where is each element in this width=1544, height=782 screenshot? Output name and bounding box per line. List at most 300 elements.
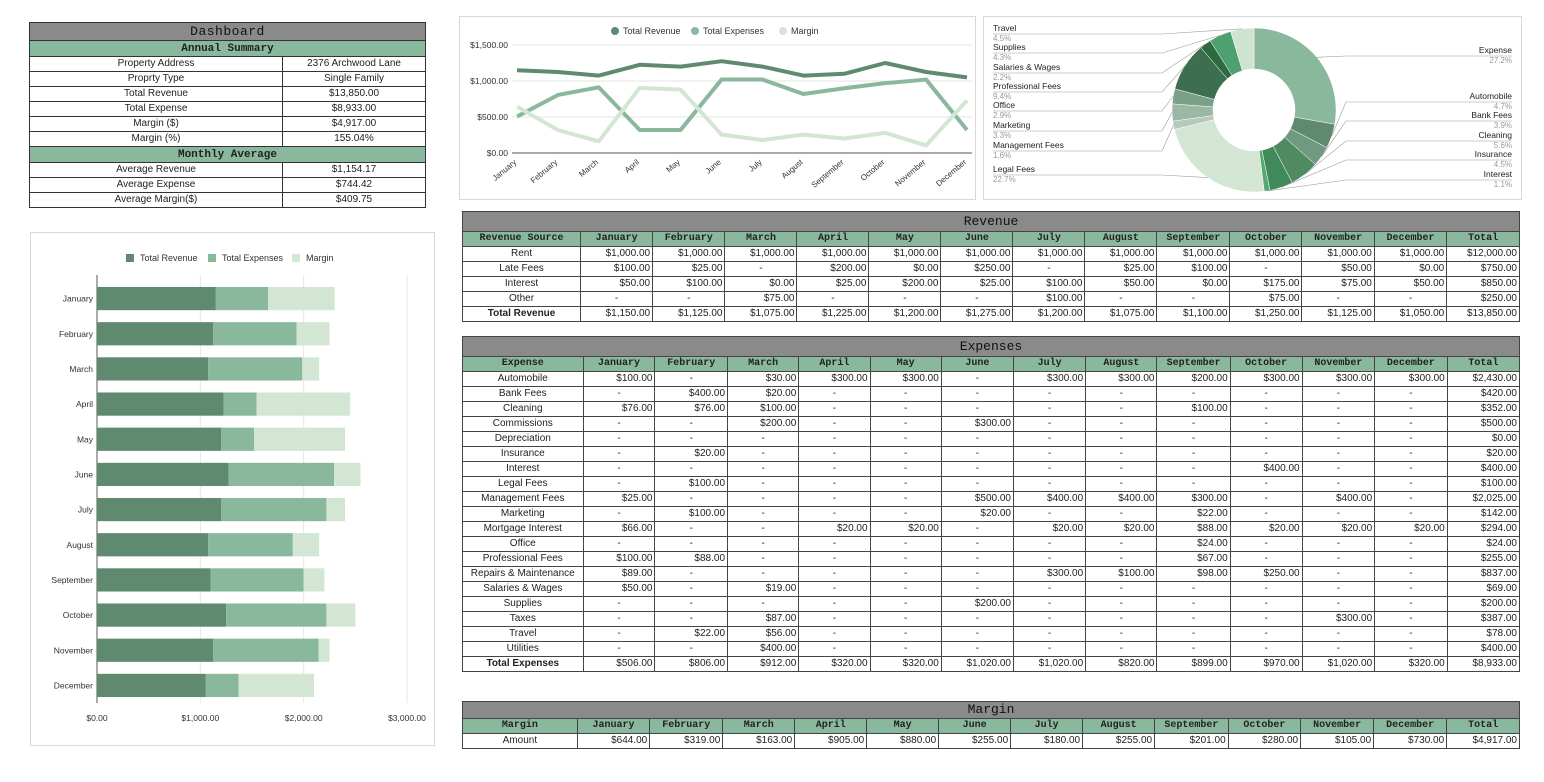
table-cell: - [1302,432,1375,447]
table-cell: - [1014,597,1086,612]
column-header: August [1086,357,1157,372]
table-cell: - [1375,507,1448,522]
table-cell: - [1013,262,1085,277]
bar-segment [297,322,330,345]
bar-segment [97,357,208,380]
summary-label: Average Expense [30,178,283,193]
total-cell: $506.00 [583,657,655,672]
bar-segment [257,392,351,415]
row-label: Bank Fees [463,387,584,402]
table-cell: - [1375,462,1448,477]
table-cell: - [1230,492,1302,507]
table-cell: - [1230,262,1302,277]
bar-segment [326,498,345,521]
table-cell: $280.00 [1228,734,1300,749]
total-cell: $1,250.00 [1230,307,1302,322]
table-cell: $400.00 [1086,492,1157,507]
table-cell: $75.00 [725,292,797,307]
table-row [463,597,1520,612]
column-header: July [1013,232,1085,247]
column-header: January [577,719,649,734]
line-chart-panel [459,16,976,200]
table-cell: - [655,492,728,507]
table-cell: - [1375,552,1448,567]
table-cell: - [941,477,1013,492]
slice-label: Professional Fees [993,81,1062,91]
table-cell: - [655,612,728,627]
row-label: Late Fees [463,262,581,277]
y-tick-label: July [77,504,93,515]
table-cell: - [870,447,941,462]
table-cell: - [941,447,1013,462]
table-cell: - [799,597,870,612]
table-cell: - [870,477,941,492]
table-cell: - [870,552,941,567]
revenue-table-title: Revenue [463,212,1520,232]
table-row [463,247,1520,262]
table-cell: $0.00 [725,277,797,292]
y-tick-label: June [74,469,93,480]
table-cell: - [728,537,799,552]
bar-segment [97,428,221,451]
summary-value: $744.42 [283,178,426,193]
y-tick-label: November [53,645,93,656]
bar-segment [334,463,360,486]
table-cell: - [1375,417,1448,432]
table-cell: - [655,582,728,597]
summary-row [30,178,426,193]
table-cell: $20.00 [1302,522,1375,537]
table-cell: - [583,642,655,657]
bar-segment [97,463,229,486]
table-cell: $75.00 [1230,292,1302,307]
bar-segment [97,568,211,591]
table-cell: - [583,612,655,627]
row-label: Professional Fees [463,552,584,567]
table-cell: $100.00 [583,372,655,387]
table-cell: $300.00 [1014,567,1086,582]
table-cell: $50.00 [581,277,653,292]
table-cell: $163.00 [723,734,795,749]
table-cell: - [1375,582,1448,597]
bar-segment [221,428,254,451]
table-cell: $880.00 [867,734,939,749]
table-cell: - [799,447,870,462]
table-cell: $300.00 [870,372,941,387]
table-cell: $100.00 [655,477,728,492]
table-cell: $850.00 [1447,277,1520,292]
x-tick-label: April [622,157,642,175]
slice-percent: 2.2% [993,73,1012,82]
table-cell: - [799,552,870,567]
row-label: Automobile [463,372,584,387]
column-header: December [1375,357,1448,372]
column-header: September [1157,232,1230,247]
total-row [463,657,1520,672]
table-cell: - [1086,417,1157,432]
table-cell: $400.00 [728,642,799,657]
table-cell: $905.00 [795,734,867,749]
summary-label: Total Expense [30,102,283,117]
slice-percent: 4.5% [1493,160,1512,169]
table-cell: - [655,567,728,582]
x-tick-label: $1,000.00 [181,713,220,723]
column-header: September [1157,357,1230,372]
summary-label: Average Margin($) [30,193,283,208]
table-cell: $20.00 [941,507,1013,522]
table-cell: $387.00 [1447,612,1519,627]
table-cell: - [1014,402,1086,417]
table-cell: $20.00 [799,522,870,537]
table-cell: - [1014,642,1086,657]
table-cell: - [1157,447,1230,462]
total-cell: $1,020.00 [941,657,1013,672]
summary-row [30,102,426,117]
column-header: January [581,232,653,247]
table-cell: - [870,612,941,627]
table-cell: $201.00 [1155,734,1229,749]
table-cell: - [1086,552,1157,567]
table-cell: - [1230,627,1302,642]
y-tick-label: $1,000.00 [470,76,508,86]
table-cell: - [1086,507,1157,522]
bar-chart-panel [30,232,435,746]
table-cell: - [583,462,655,477]
table-cell: - [941,402,1013,417]
total-cell: $970.00 [1230,657,1302,672]
summary-row [30,193,426,208]
bar-segment [304,568,325,591]
table-cell: - [1302,462,1375,477]
bar-segment [208,357,302,380]
table-cell: - [1230,507,1302,522]
slice-percent: 4.7% [1493,102,1512,111]
column-header: November [1302,232,1374,247]
x-tick-label: November [893,157,928,189]
table-cell: $250.00 [1230,567,1302,582]
table-cell: - [1302,582,1375,597]
slice-percent: 4.3% [993,53,1012,62]
table-cell: - [728,522,799,537]
total-cell: $1,150.00 [581,307,653,322]
total-cell: $13,850.00 [1447,307,1520,322]
slice-percent: 9.4% [993,92,1012,101]
row-label: Amount [463,734,578,749]
table-cell: - [1014,537,1086,552]
table-cell: $0.00 [1157,277,1230,292]
table-cell: $87.00 [728,612,799,627]
table-cell: - [941,522,1013,537]
table-cell: - [1230,612,1302,627]
table-row [463,432,1520,447]
legend-label: Margin [791,26,819,36]
table-cell: $1,000.00 [725,247,797,262]
column-header: February [650,719,723,734]
y-tick-label: September [51,574,93,585]
table-cell: - [941,462,1013,477]
table-cell: - [1086,432,1157,447]
stacked-bar-chart [31,233,434,745]
table-cell: - [799,627,870,642]
slice-percent: 1.1% [1493,180,1512,189]
table-cell: - [870,582,941,597]
column-header: December [1374,719,1447,734]
bar-segment [97,674,206,697]
table-cell: $500.00 [1447,417,1519,432]
table-cell: $25.00 [583,492,655,507]
row-label: Marketing [463,507,584,522]
row-label: Travel [463,627,584,642]
total-cell: $1,200.00 [869,307,941,322]
table-cell: - [1014,462,1086,477]
table-cell: - [1014,612,1086,627]
legend-label: Total Revenue [140,253,198,263]
table-row [463,642,1520,657]
table-cell: $100.00 [1013,277,1085,292]
summary-row [30,117,426,132]
total-cell: $1,275.00 [941,307,1013,322]
table-cell: - [941,642,1013,657]
line-chart [460,17,975,199]
column-header: March [728,357,799,372]
x-tick-label: March [577,157,601,179]
table-cell: - [941,612,1013,627]
slice-label: Management Fees [993,140,1064,150]
y-tick-label: May [76,434,93,445]
table-cell: $89.00 [583,567,655,582]
slice-label: Cleaning [1478,130,1512,140]
slice-label: Bank Fees [1471,110,1512,120]
table-cell: - [655,537,728,552]
table-cell: $750.00 [1447,262,1520,277]
table-row [463,627,1520,642]
table-cell: - [870,642,941,657]
column-header: November [1302,357,1375,372]
bar-segment [97,392,224,415]
table-cell: - [1014,387,1086,402]
table-cell: $2,430.00 [1447,372,1519,387]
legend-swatch [208,254,216,262]
table-cell: - [1014,627,1086,642]
table-cell: $56.00 [728,627,799,642]
row-label: Taxes [463,612,584,627]
table-cell: - [870,492,941,507]
table-cell: - [799,612,870,627]
column-header: May [867,719,939,734]
summary-row [30,57,426,72]
table-cell: - [1230,582,1302,597]
table-cell: $67.00 [1157,552,1230,567]
table-cell: - [1302,552,1375,567]
expense-table [462,336,1520,672]
slice-label: Automobile [1469,91,1512,101]
slice-percent: 2.9% [993,111,1012,120]
table-cell: $300.00 [1302,372,1375,387]
table-cell: $200.00 [728,417,799,432]
table-cell: $0.00 [1374,262,1446,277]
table-cell: - [1230,642,1302,657]
table-cell: $400.00 [1014,492,1086,507]
bar-segment [97,322,213,345]
total-cell: $820.00 [1086,657,1157,672]
table-cell: - [1375,597,1448,612]
table-cell: - [1157,627,1230,642]
legend-label: Total Expenses [222,253,284,263]
row-label: Utilities [463,642,584,657]
table-row [463,462,1520,477]
column-header: March [725,232,797,247]
summary-value: $8,933.00 [283,102,426,117]
table-cell: $1,000.00 [1085,247,1157,262]
revenue-table [462,211,1520,322]
table-cell: $1,000.00 [653,247,725,262]
x-tick-label: $3,000.00 [388,713,426,723]
table-cell: $1,000.00 [941,247,1013,262]
row-label: Depreciation [463,432,584,447]
slice-percent: 22.7% [993,175,1016,184]
table-cell: - [1086,597,1157,612]
summary-value: $13,850.00 [283,87,426,102]
table-cell: $50.00 [583,582,655,597]
y-tick-label: $500.00 [477,112,508,122]
table-cell: $50.00 [1302,262,1374,277]
column-header: April [797,232,869,247]
table-cell: - [583,387,655,402]
table-cell: $300.00 [1302,612,1375,627]
bar-segment [208,533,293,556]
slice-percent: 4.5% [993,34,1012,43]
table-cell: $78.00 [1447,627,1519,642]
table-cell: - [1085,292,1157,307]
table-cell: - [1375,642,1448,657]
table-cell: $20.00 [1230,522,1302,537]
table-row [463,537,1520,552]
table-cell: $730.00 [1374,734,1447,749]
column-header: Margin [463,719,578,734]
table-cell: - [1157,642,1230,657]
summary-value: $4,917.00 [283,117,426,132]
table-cell: $400.00 [1302,492,1375,507]
total-cell: $1,050.00 [1374,307,1446,322]
column-header: April [799,357,870,372]
table-cell: $0.00 [869,262,941,277]
table-cell: $75.00 [1302,277,1374,292]
table-cell: $22.00 [1157,507,1230,522]
bar-segment [97,498,221,521]
table-cell: - [1302,567,1375,582]
table-cell: - [941,537,1013,552]
column-header: October [1230,232,1302,247]
table-cell: $25.00 [941,277,1013,292]
leader-line [993,29,1242,34]
summary-label: Margin (%) [30,132,283,147]
x-tick-label: January [490,157,519,183]
column-header: Total [1447,357,1519,372]
table-cell: $100.00 [728,402,799,417]
column-header: Total [1447,232,1520,247]
table-cell: $352.00 [1447,402,1519,417]
table-cell: - [728,597,799,612]
table-cell: $250.00 [1447,292,1520,307]
table-cell: $88.00 [1157,522,1230,537]
table-cell: - [1086,537,1157,552]
total-cell: $1,125.00 [653,307,725,322]
table-cell: - [728,462,799,477]
slice-label: Insurance [1474,149,1512,159]
legend-label: Total Expenses [703,26,765,36]
annual-summary-heading: Annual Summary [30,41,426,57]
table-cell: $200.00 [1447,597,1519,612]
column-header: October [1230,357,1302,372]
x-tick-label: $2,000.00 [284,713,323,723]
table-cell: - [799,507,870,522]
bar-segment [239,674,314,697]
legend-label: Margin [306,253,334,263]
table-cell: $300.00 [1157,492,1230,507]
table-cell: - [1014,432,1086,447]
summary-row [30,72,426,87]
table-cell: - [799,477,870,492]
table-cell: - [799,462,870,477]
table-row [463,372,1520,387]
table-cell: - [1014,447,1086,462]
table-cell: $1,000.00 [1302,247,1374,262]
row-label: Repairs & Maintenance [463,567,584,582]
table-row [463,417,1520,432]
table-cell: $0.00 [1447,432,1519,447]
column-header: Total [1447,719,1520,734]
table-cell: $837.00 [1447,567,1519,582]
table-cell: - [870,462,941,477]
row-label: Interest [463,462,584,477]
table-cell: - [1302,402,1375,417]
summary-label: Average Revenue [30,163,283,178]
table-cell: - [1014,507,1086,522]
table-cell: $1,000.00 [1157,247,1230,262]
table-cell: - [870,507,941,522]
column-header: February [655,357,728,372]
slice-percent: 27.2% [1489,56,1512,65]
table-cell: - [1086,627,1157,642]
table-cell: $300.00 [1230,372,1302,387]
table-cell: - [653,292,725,307]
row-label: Salaries & Wages [463,582,584,597]
table-cell: $25.00 [1085,262,1157,277]
bar-segment [293,533,319,556]
slice-percent: 1.6% [993,151,1012,160]
table-cell: - [583,477,655,492]
table-cell: $400.00 [1447,462,1519,477]
total-cell: $320.00 [870,657,941,672]
pie-slice [1254,28,1336,124]
table-cell: - [1014,582,1086,597]
total-cell: $1,125.00 [1302,307,1374,322]
legend-swatch [292,254,300,262]
table-cell: - [799,492,870,507]
slice-percent: 3.9% [1493,121,1512,130]
table-cell: $20.00 [655,447,728,462]
table-cell: - [728,552,799,567]
slice-label: Supplies [993,42,1026,52]
bar-segment [97,533,208,556]
slice-label: Interest [1483,169,1512,179]
table-cell: $19.00 [728,582,799,597]
table-header-row [463,719,1520,734]
monthly-average-rows [30,163,426,208]
summary-value: 2376 Archwood Lane [283,57,426,72]
total-cell: $1,225.00 [797,307,869,322]
slice-percent: 5.6% [1493,141,1512,150]
